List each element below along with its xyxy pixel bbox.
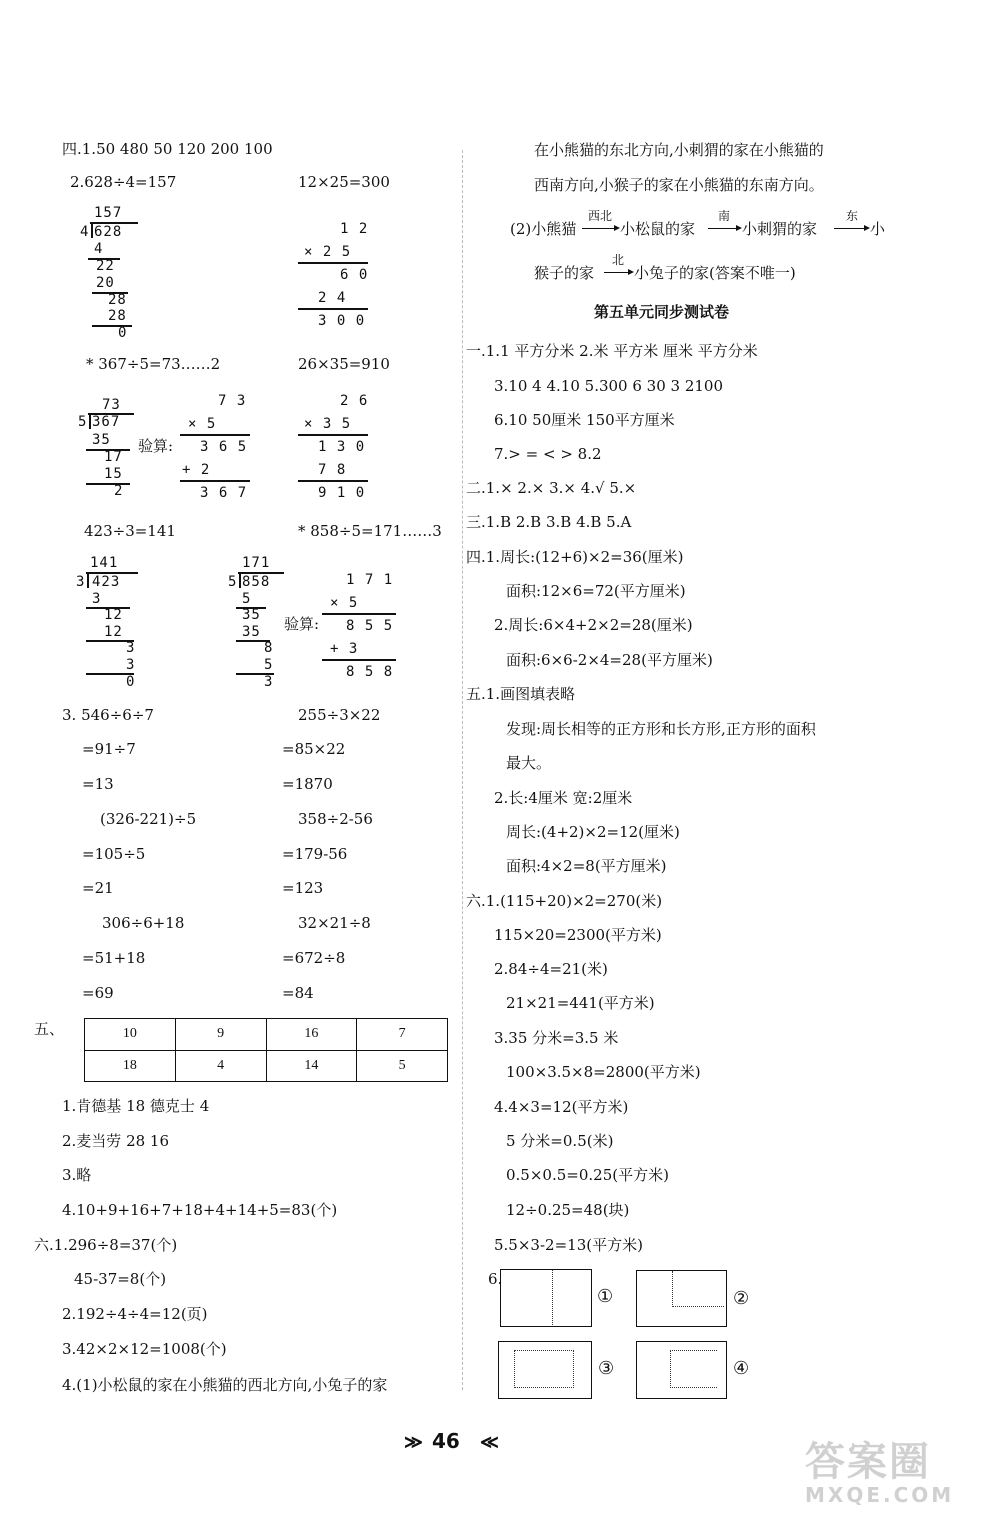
calc-line: =84 xyxy=(282,984,314,1002)
table-cell: 10 xyxy=(85,1019,176,1051)
q4-2-equation-a: 2.628÷4=157 xyxy=(70,173,177,191)
q4-2-equation-b: 12×25=300 xyxy=(298,173,390,191)
dotted-divider xyxy=(670,1350,717,1388)
route-place: 小刺猬的家 xyxy=(742,220,818,238)
q6-label: 6. xyxy=(488,1270,503,1288)
answer-line: 6.10 50厘米 150平方厘米 xyxy=(494,411,675,429)
table-cell: 4 xyxy=(175,1050,266,1082)
equation-367: * 367÷5=73……2 xyxy=(86,355,221,373)
answer-line: 7.> = < > 8.2 xyxy=(494,445,602,463)
factor-a: 2 6 xyxy=(340,393,369,409)
step-row: 0 xyxy=(118,325,128,341)
answer-line: 五.1.画图填表略 xyxy=(466,685,576,703)
partial-product: 7 8 xyxy=(318,462,347,478)
calc-line: =123 xyxy=(282,879,324,897)
watermark-text: 答案圈 xyxy=(805,1439,931,1485)
answer-line: 21×21=441(平方米) xyxy=(506,994,655,1012)
divisor: 5 xyxy=(228,574,238,590)
route-arrow xyxy=(582,228,616,229)
step-row: 4 xyxy=(94,241,104,257)
product-line xyxy=(298,434,368,436)
page-number: 46 xyxy=(432,1429,460,1453)
calc-line: 3. 546÷6÷7 xyxy=(62,706,154,724)
step-row: 28 xyxy=(108,292,127,308)
answer-line: 12÷0.25=48(块) xyxy=(506,1201,630,1219)
route-direction: 北 xyxy=(612,253,625,267)
sum-line xyxy=(180,480,250,482)
table-cell: 14 xyxy=(266,1050,357,1082)
addend: + 3 xyxy=(330,641,359,657)
step-row: 35 xyxy=(242,624,261,640)
factor-b: × 3 5 xyxy=(304,416,352,432)
step-row: 28 xyxy=(108,308,127,324)
continuation-line: 西南方向,小猴子的家在小熊猫的东南方向。 xyxy=(534,176,824,194)
q5-label: 五、 xyxy=(34,1020,65,1038)
sum: 3 6 7 xyxy=(200,485,248,501)
calc-line: 32×21÷8 xyxy=(298,914,371,932)
answer-line: 100×3.5×8=2800(平方米) xyxy=(506,1063,701,1081)
column-separator xyxy=(462,150,463,1390)
equation-423: 423÷3=141 xyxy=(84,522,176,540)
table-cell: 7 xyxy=(357,1019,448,1051)
calc-line: =672÷8 xyxy=(282,949,346,967)
answer-line: 发现:周长相等的正方形和长方形,正方形的面积 xyxy=(506,720,816,738)
rectangle-shape xyxy=(500,1269,592,1327)
dotted-divider xyxy=(672,1271,724,1307)
step-row: 3 xyxy=(264,674,274,690)
quotient: 171 xyxy=(242,555,271,571)
answer-line: 面积:12×6=72(平方厘米) xyxy=(506,582,686,600)
factor-a: 1 2 xyxy=(340,221,369,237)
left-chevron-icon: ≫ xyxy=(404,1432,423,1453)
factor-b: × 2 5 xyxy=(304,244,352,260)
q5-line: 2.麦当劳 28 16 xyxy=(62,1132,170,1150)
step-row: 20 xyxy=(96,275,115,291)
dotted-divider xyxy=(514,1350,574,1388)
route-direction: 南 xyxy=(718,209,731,223)
addend: + 2 xyxy=(182,462,211,478)
dividend: 628 xyxy=(94,224,123,240)
q5-line: 3.略 xyxy=(62,1166,92,1184)
step-row: 3 xyxy=(92,591,102,607)
division-bracket xyxy=(91,222,93,238)
q5-line: 4.10+9+16+7+18+4+14+5=83(个) xyxy=(62,1201,338,1219)
route-place: 小 xyxy=(870,220,886,238)
answer-line: 一.1.1 平方分米 2.米 平方米 厘米 平方分米 xyxy=(466,342,758,360)
calc-line: (326-221)÷5 xyxy=(100,810,197,828)
calc-line: =179-56 xyxy=(282,845,348,863)
step-row: 5 xyxy=(264,657,274,673)
step-row: 3 xyxy=(126,657,136,673)
calc-line: =91÷7 xyxy=(82,740,136,758)
factor-a: 7 3 xyxy=(218,393,247,409)
division-bracket xyxy=(87,572,89,588)
q6-line: 3.42×2×12=1008(个) xyxy=(62,1340,227,1358)
figure-label: ③ xyxy=(598,1358,615,1379)
step-row: 17 xyxy=(104,449,123,465)
dividend: 858 xyxy=(242,574,271,590)
partial-product: 2 4 xyxy=(318,290,347,306)
quotient: 141 xyxy=(90,555,119,571)
product-line xyxy=(298,480,368,482)
figure-label: ④ xyxy=(733,1358,750,1379)
table-cell: 18 xyxy=(85,1050,176,1082)
step-row: 22 xyxy=(96,258,115,274)
answer-line: 3.35 分米=3.5 米 xyxy=(494,1029,619,1047)
q6-line: 4.(1)小松鼠的家在小熊猫的西北方向,小兔子的家 xyxy=(62,1376,388,1394)
answer-line: 0.5×0.5=0.25(平方米) xyxy=(506,1166,669,1184)
step-row: 15 xyxy=(104,466,123,482)
calc-line: =51+18 xyxy=(82,949,146,967)
q4-1-line: 四.1.50 480 50 120 200 100 xyxy=(62,140,273,158)
watermark-url: MXQE.COM xyxy=(805,1483,955,1507)
q6-line: 六.1.296÷8=37(个) xyxy=(34,1236,178,1254)
step-row: 8 xyxy=(264,640,274,656)
watermark-logo xyxy=(805,1440,954,1506)
division-bracket xyxy=(239,572,241,588)
step-row: 12 xyxy=(104,607,123,623)
section-title: 第五单元同步测试卷 xyxy=(594,303,730,321)
answer-line: 4.4×3=12(平方米) xyxy=(494,1098,629,1116)
answer-line: 二.1.× 2.× 3.× 4.√ 5.× xyxy=(466,479,637,497)
divisor: 3 xyxy=(76,574,86,590)
answer-line: 5 分米=0.5(米) xyxy=(506,1132,614,1150)
answer-line: 三.1.B 2.B 3.B 4.B 5.A xyxy=(466,513,632,531)
answer-line: 最大。 xyxy=(506,754,552,772)
calc-line: 255÷3×22 xyxy=(298,706,381,724)
calc-line: =85×22 xyxy=(282,740,346,758)
step-row: 2 xyxy=(114,483,124,499)
product-line xyxy=(322,613,396,615)
table-cell: 16 xyxy=(266,1019,357,1051)
calc-line: =13 xyxy=(82,775,114,793)
partial-product: 6 0 xyxy=(340,267,369,283)
answer-line: 面积:4×2=8(平方厘米) xyxy=(506,857,667,875)
answer-line: 5.5×3-2=13(平方米) xyxy=(494,1236,643,1254)
table-row xyxy=(85,1019,448,1051)
route-arrow xyxy=(834,228,866,229)
route-place: 猴子的家 xyxy=(534,264,595,282)
answer-line: 115×20=2300(平方米) xyxy=(494,926,662,944)
right-chevron-icon: ≪ xyxy=(480,1432,499,1453)
step-row: 35 xyxy=(242,607,261,623)
step-row: 35 xyxy=(92,432,111,448)
calc-line: 306÷6+18 xyxy=(102,914,185,932)
step-row: 5 xyxy=(242,591,252,607)
product-line xyxy=(298,262,368,264)
q5-line: 1.肯德基 18 德克士 4 xyxy=(62,1097,210,1115)
answer-line: 周长:(4+2)×2=12(厘米) xyxy=(506,823,680,841)
partial-product: 1 3 0 xyxy=(318,439,366,455)
table-cell: 9 xyxy=(175,1019,266,1051)
table-row xyxy=(85,1050,448,1082)
q6-line: 45-37=8(个) xyxy=(74,1270,167,1288)
quotient: 157 xyxy=(94,205,123,221)
figure-label: ② xyxy=(733,1288,750,1309)
product-line xyxy=(298,308,368,310)
answer-line: 3.10 4 4.10 5.300 6 30 3 2100 xyxy=(494,377,724,395)
factor-b: × 5 xyxy=(188,416,217,432)
route-direction: 东 xyxy=(846,209,859,223)
step-row: 0 xyxy=(126,674,136,690)
dividend: 423 xyxy=(92,574,121,590)
check-label: 验算: xyxy=(284,615,320,633)
sum-line xyxy=(322,659,396,661)
answer-line: 2.长:4厘米 宽:2厘米 xyxy=(494,789,633,807)
route-place: 小兔子的家(答案不唯一) xyxy=(634,264,796,282)
q6-line: 2.192÷4÷4=12(页) xyxy=(62,1305,208,1323)
figure-label: ① xyxy=(597,1286,614,1307)
divisor: 4 xyxy=(80,224,90,240)
calc-line: =1870 xyxy=(282,775,333,793)
check-label: 验算: xyxy=(138,437,174,455)
route-arrow xyxy=(708,228,738,229)
equation-26x35: 26×35=910 xyxy=(298,355,390,373)
product: 8 5 5 xyxy=(346,618,394,634)
route-direction: 西北 xyxy=(588,209,613,223)
continuation-line: 在小熊猫的东北方向,小刺猬的家在小熊猫的 xyxy=(534,141,824,159)
route-place: (2)小熊猫 xyxy=(510,220,577,238)
calc-line: =21 xyxy=(82,879,114,897)
factor-a: 1 7 1 xyxy=(346,572,394,588)
calc-line: 358÷2-56 xyxy=(298,810,373,828)
answer-line: 六.1.(115+20)×2=270(米) xyxy=(466,892,663,910)
step-row: 3 xyxy=(126,640,136,656)
dividend: 367 xyxy=(92,414,121,430)
division-bracket xyxy=(89,413,91,429)
product: 9 1 0 xyxy=(318,485,366,501)
step-row: 12 xyxy=(104,624,123,640)
sum: 8 5 8 xyxy=(346,664,394,680)
calc-line: =69 xyxy=(82,984,114,1002)
product: 3 0 0 xyxy=(318,313,366,329)
route-place: 小松鼠的家 xyxy=(620,220,696,238)
factor-b: × 5 xyxy=(330,595,359,611)
route-arrow xyxy=(604,272,630,273)
equation-858: * 858÷5=171……3 xyxy=(298,522,442,540)
calc-line: =105÷5 xyxy=(82,845,146,863)
divisor: 5 xyxy=(78,414,88,430)
answer-line: 面积:6×6-2×4=28(平方厘米) xyxy=(506,651,713,669)
dotted-divider xyxy=(552,1270,553,1325)
product: 3 6 5 xyxy=(200,439,248,455)
table-cell: 5 xyxy=(357,1050,448,1082)
answer-line: 四.1.周长:(12+6)×2=36(厘米) xyxy=(466,548,684,566)
data-table xyxy=(84,1018,448,1082)
product-line xyxy=(180,434,250,436)
quotient: 73 xyxy=(102,397,121,413)
answer-line: 2.84÷4=21(米) xyxy=(494,960,608,978)
answer-line: 2.周长:6×4+2×2=28(厘米) xyxy=(494,616,693,634)
